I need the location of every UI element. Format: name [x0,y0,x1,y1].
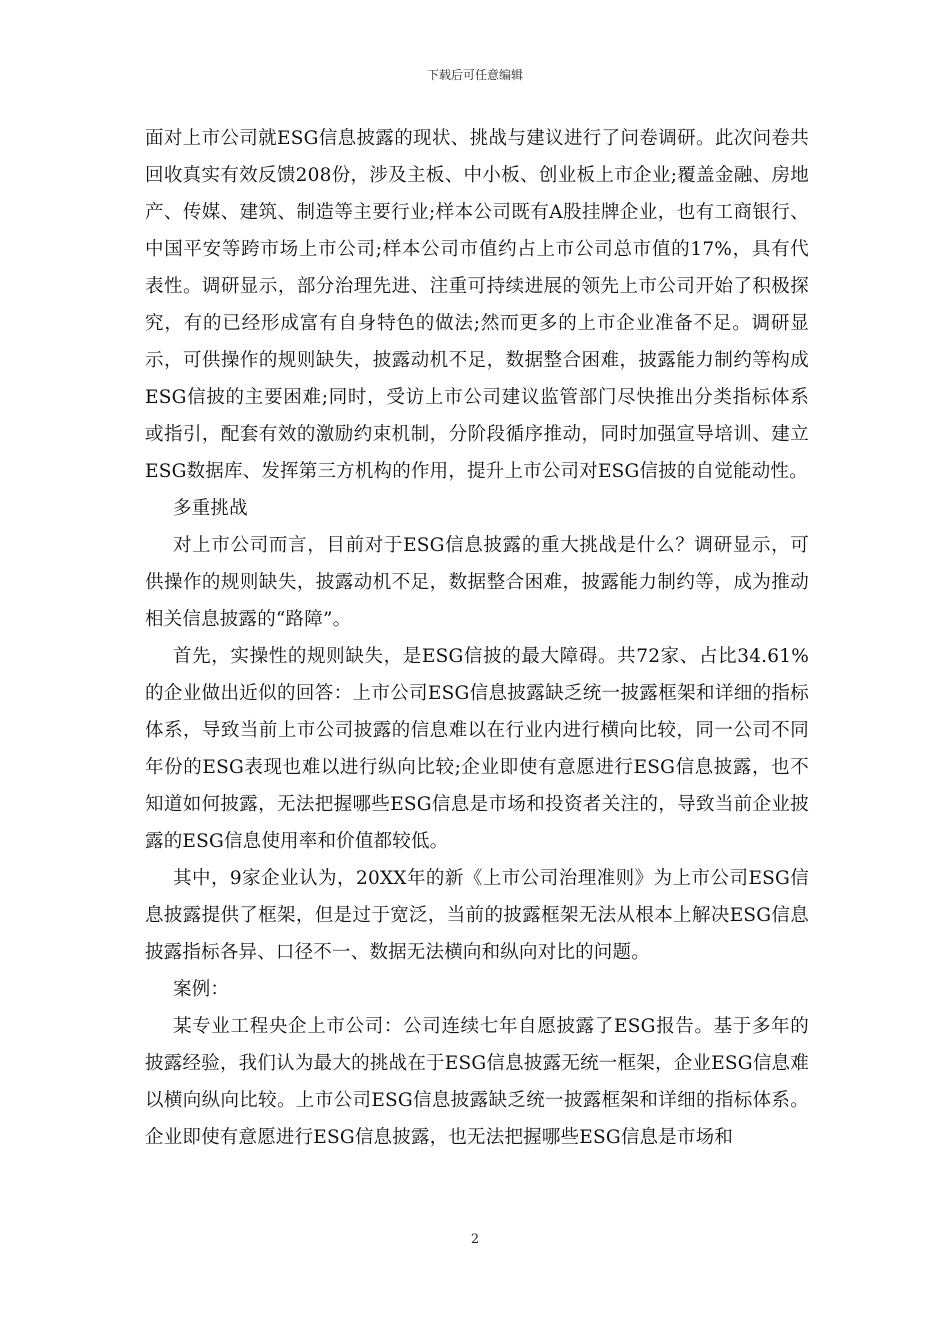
case-label: 案例： [173,979,230,1000]
document-body [145,120,809,1156]
page-header: 下载后可任意编辑 [426,68,523,82]
section-heading-challenges: 多重挑战 [173,498,248,519]
paragraph-governance-code: 其中，9家企业认为，20XX年的新《上市公司治理准则》为上市公司ESG信息披露提供了框架，但是过于宽泛，当前的披露框架无法从根本上解决ESG信息披露指标各异、口径不一、数据无法横向和纵向对比的问题。 [145,868,809,963]
paragraph-rules-missing: 首先，实操性的规则缺失，是ESG信披的最大障碍。共72家、占比34.61%的企业做出近似的回答：上市公司ESG信息披露缺乏统一披露框架和详细的指标体系，导致当前上市公司披露的信息难以在行业内进行横向比较，同一公司不同年份的ESG表现也难以进行纵向比较;企业即使有意愿进行ESG信息披露，也不知道如何披露，无法把握哪些ESG信息是市场和投资者关注的，导致当前企业披露的ESG信息使用率和价值都较低。 [145,646,809,852]
paragraph-survey-intro: 面对上市公司就ESG信息披露的现状、挑战与建议进行了问卷调研。此次问卷共回收真实有效反馈208份，涉及主板、中小板、创业板上市企业;覆盖金融、房地产、传媒、建筑、制造等主要行业;样本公司既有A股挂牌企业，也有工商银行、中国平安等跨市场上市公司;样本公司市值约占上市公司总市值的17%，具有代表性。调研显示，部分治理先进、注重可持续进展的领先上市公司开始了积极探究，有的已经形成富有自身特色的做法;然而更多的上市企业准备不足。调研显示，可供操作的规则缺失，披露动机不足，数据整合困难，披露能力制约等构成ESG信披的主要困难;同时，受访上市公司建议监管部门尽快推出分类指标体系或指引，配套有效的激励约束机制，分阶段循序推动，同时加强宣导培训、建立ESG数据库、发挥第三方机构的作用，提升上市公司对ESG信披的自觉能动性。 [145,128,809,482]
paragraph-challenges-overview: 对上市公司而言，目前对于ESG信息披露的重大挑战是什么？调研显示，可供操作的规则缺失，披露动机不足，数据整合困难，披露能力制约等，成为推动相关信息披露的“路障”。 [145,535,809,630]
page-number: 2 [470,1232,480,1247]
paragraph-case-study: 某专业工程央企上市公司：公司连续七年自愿披露了ESG报告。基于多年的披露经验，我们认为最大的挑战在于ESG信息披露无统一框架，企业ESG信息难以横向纵向比较。上市公司ESG信息披露缺乏统一披露框架和详细的指标体系。企业即使有意愿进行ESG信息披露，也无法把握哪些ESG信息是市场和 [145,1016,809,1148]
